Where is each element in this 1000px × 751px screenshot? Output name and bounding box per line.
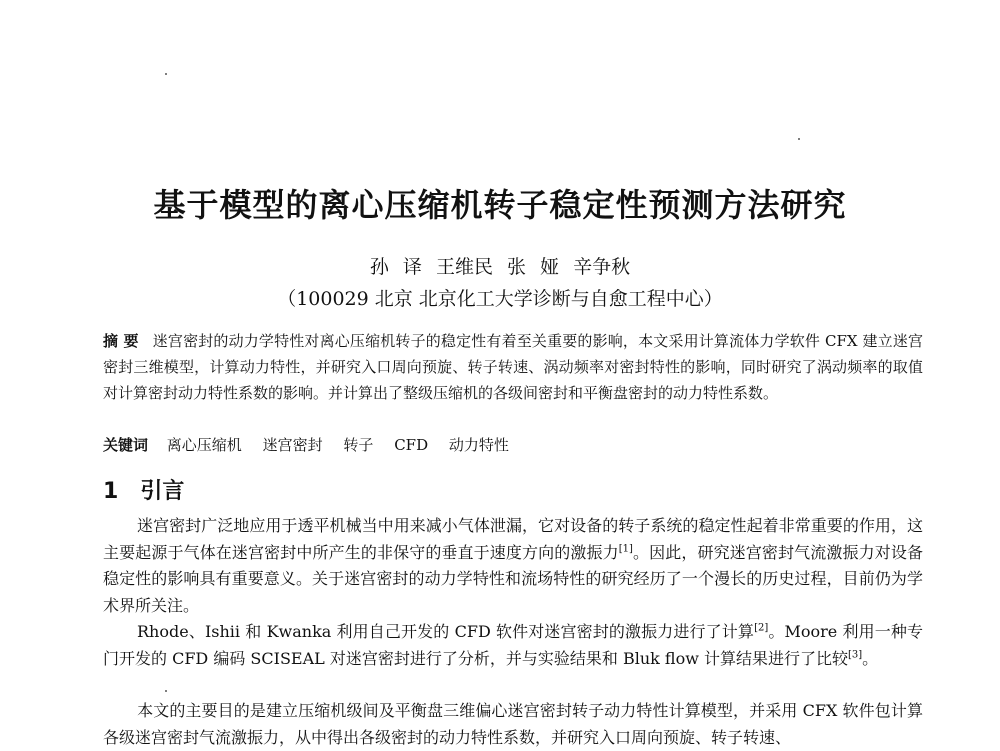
paragraph-text: 。 bbox=[862, 648, 879, 668]
keyword: 迷宫密封 bbox=[262, 436, 323, 454]
paragraph-3 bbox=[103, 698, 923, 751]
paragraph-text: 迷宫密封广泛地应用于透平机械当中用来减小气体泄漏，它对设备的转子系统的稳定性起着非常重要的作用，这主要起源于气体在迷宫密封中所产生的非保守的垂直于速度方向的激振力 bbox=[103, 516, 923, 562]
abstract-label: 摘 要 bbox=[103, 332, 139, 350]
citation-ref: [3] bbox=[848, 649, 863, 661]
paragraph-text: 。Moore 利用一种专门开发的 CFD 编码 SCISEAL 对迷宫密封进行了分析，并与实验结果和 Bluk flow 计算结果进行了比较 bbox=[103, 622, 923, 668]
keywords-label: 关键词 bbox=[103, 436, 149, 454]
section-title: 引言 bbox=[140, 479, 185, 504]
scan-speck bbox=[165, 73, 167, 75]
paragraph-1 bbox=[103, 513, 923, 619]
section-number: 1 bbox=[103, 479, 119, 504]
citation-ref: [2] bbox=[754, 622, 769, 634]
paragraph-2 bbox=[103, 619, 923, 672]
paper-title: 基于模型的离心压缩机转子稳定性预测方法研究 bbox=[153, 186, 847, 224]
paragraph-text: Rhode、Ishii 和 Kwanka 利用自己开发的 CFD 软件对迷宫密封的激振力进行了计算 bbox=[137, 622, 755, 641]
keyword: CFD bbox=[394, 436, 429, 454]
scan-speck bbox=[165, 690, 167, 692]
affiliation: （100029 北京 北京化工大学诊断与自愈工程中心） bbox=[277, 288, 723, 310]
keyword: 转子 bbox=[343, 436, 374, 454]
keywords bbox=[103, 432, 923, 458]
paragraph-text: 本文的主要目的是建立压缩机级间及平衡盘三维偏心迷宫密封转子动力特性计算模型，并采用 CFX 软件包计算各级迷宫密封气流激振力，从中得出各级密封的动力特性系数，并研究入口周向预旋、转子转速、 bbox=[103, 701, 923, 747]
section-heading bbox=[103, 474, 184, 505]
paragraph-text: 。因此，研究迷宫密封气流激振力对设备稳定性的影响具有重要意义。关于迷宫密封的动力学特性和流场特性的研究经历了一个漫长的历史过程，目前仍为学术界所关注。 bbox=[103, 542, 923, 615]
citation-ref: [1] bbox=[618, 543, 633, 555]
keyword: 动力特性 bbox=[448, 436, 509, 454]
abstract-text: 迷宫密封的动力学特性对离心压缩机转子的稳定性有着至关重要的影响，本文采用计算流体力学软件 CFX 建立迷宫密封三维模型，计算动力特性，并研究入口周向预旋、转子转速、涡动频率对密封特性的影响，同时研究了涡动频率的取值对计算密封动力特性系数的影响。并计算出了整级压缩机的各级间密封和平衡盘密封的动力特性系数。 bbox=[103, 332, 923, 402]
keyword: 离心压缩机 bbox=[166, 436, 242, 454]
authors: 孙 译 王维民 张 娅 辛争秋 bbox=[369, 256, 631, 278]
abstract bbox=[103, 328, 923, 406]
scan-speck bbox=[798, 138, 800, 140]
